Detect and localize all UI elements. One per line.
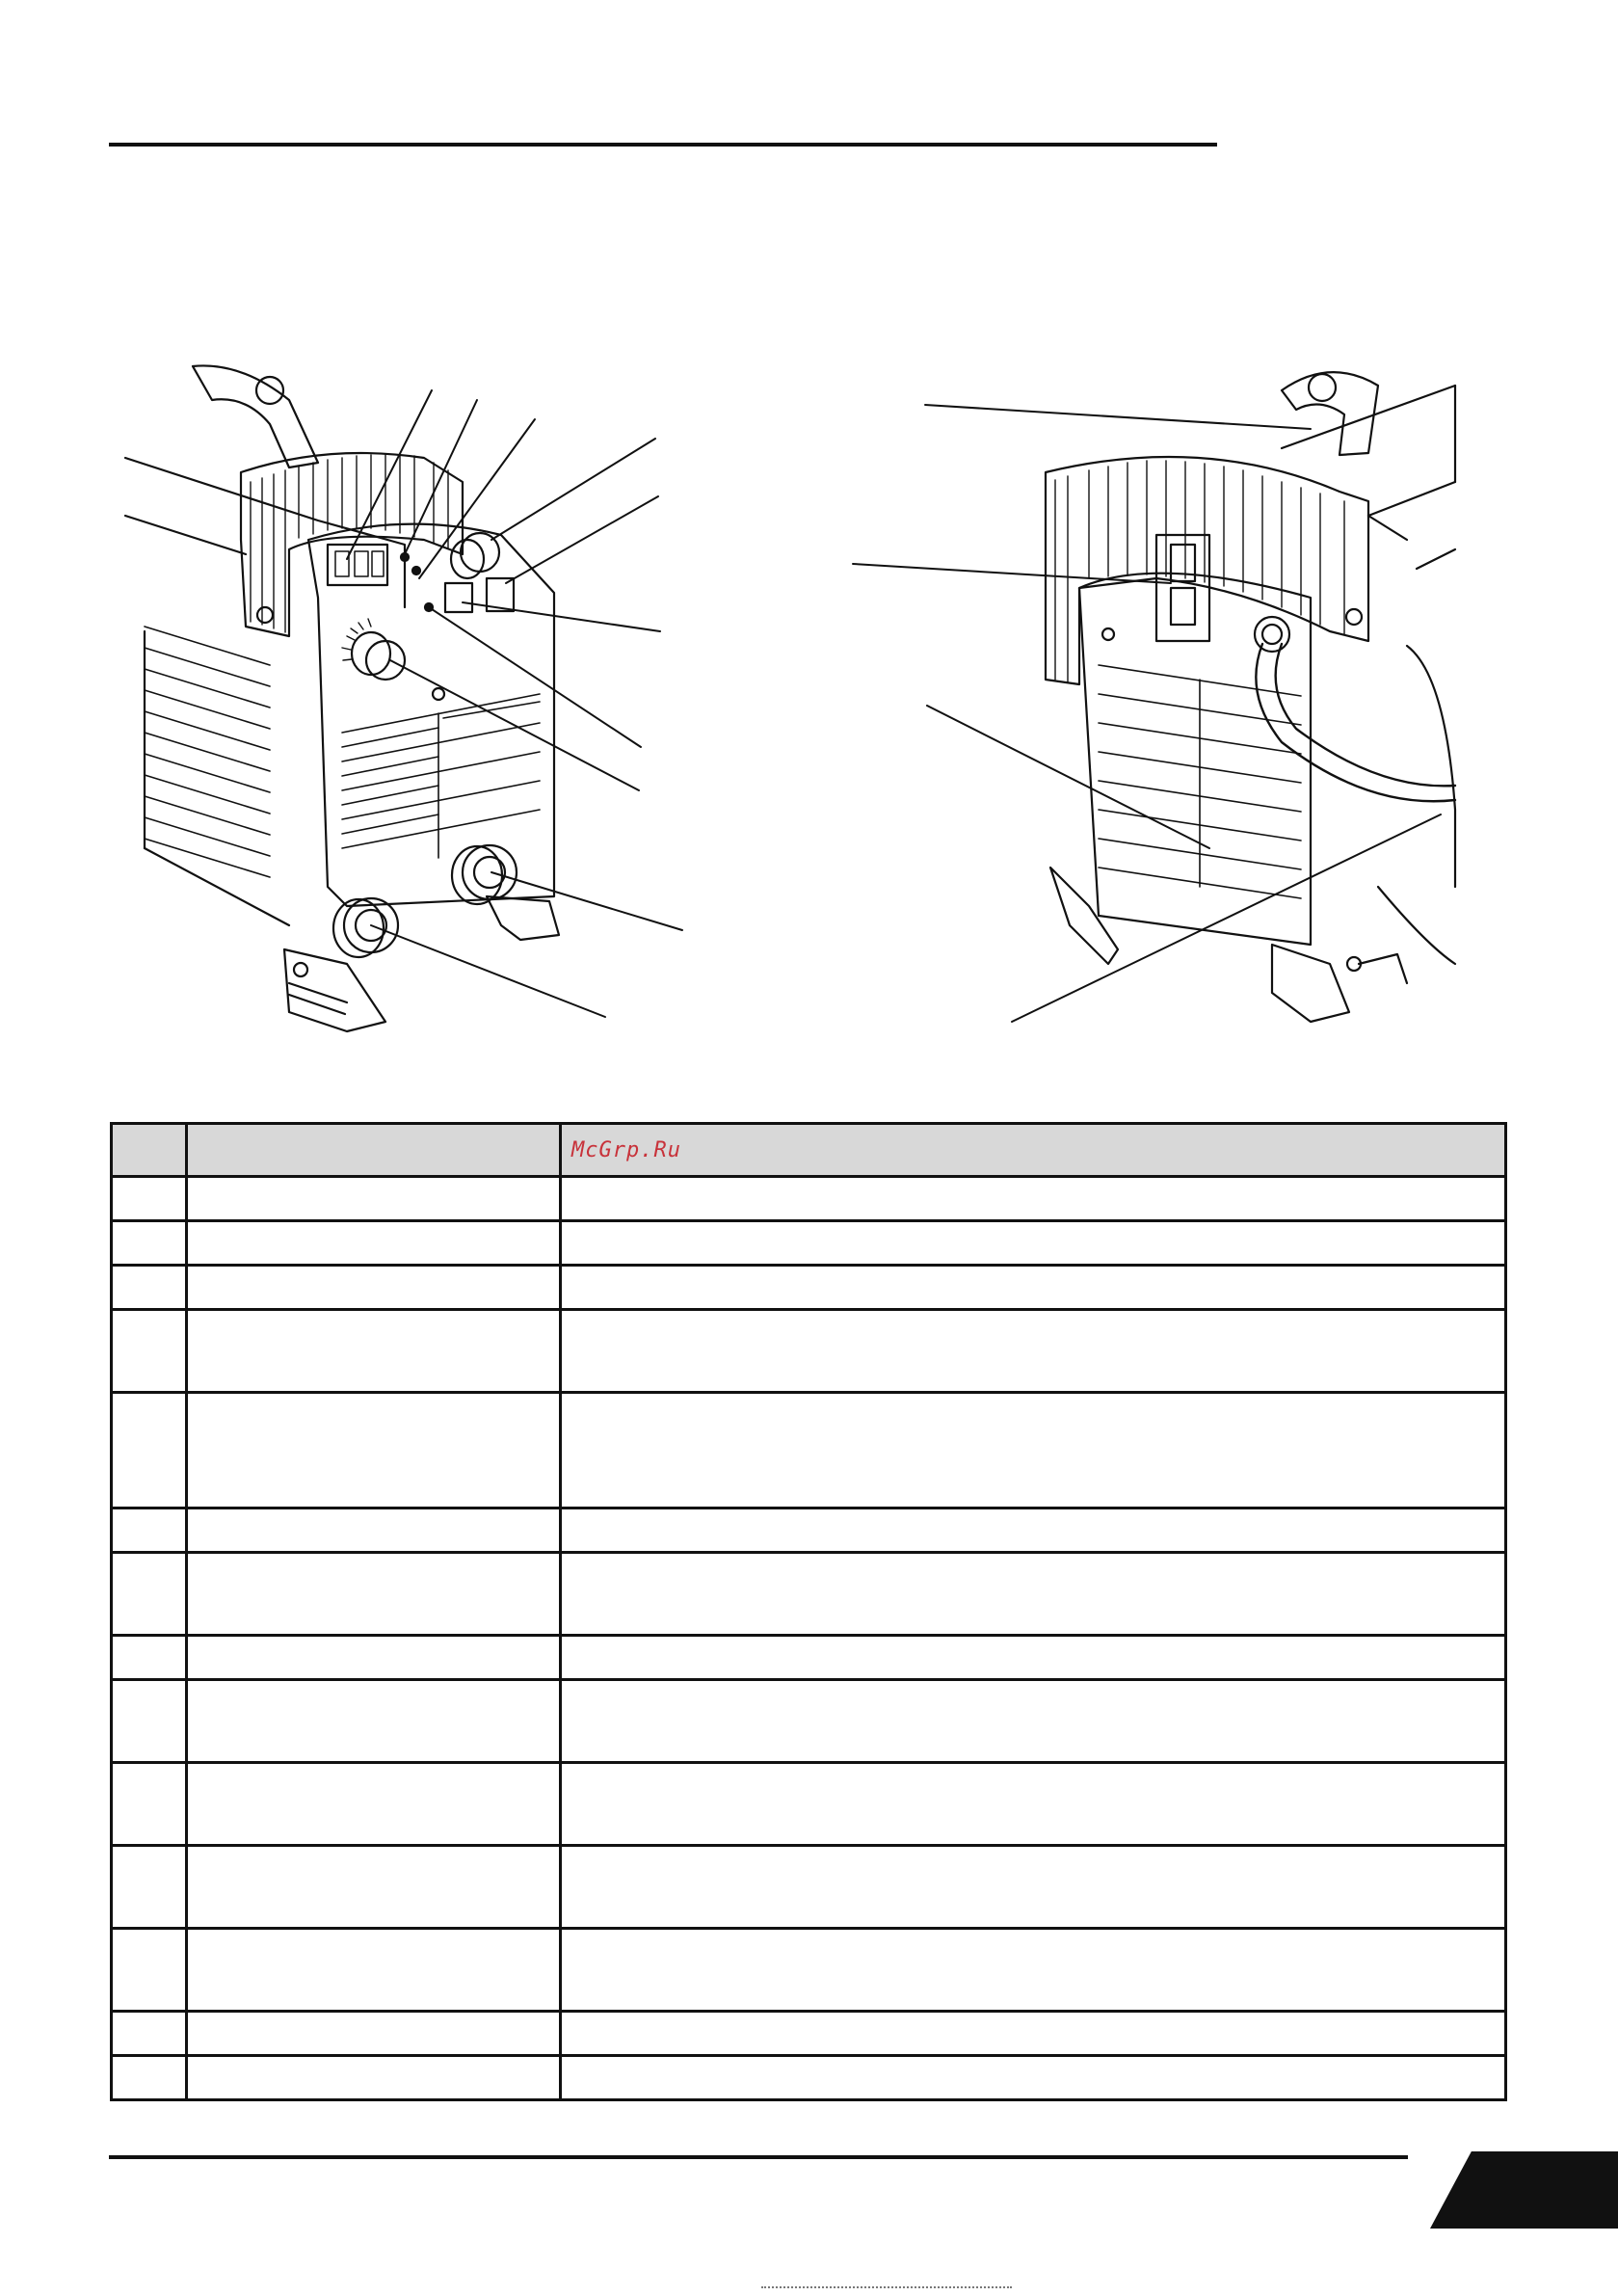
table-row — [112, 2012, 1506, 2056]
table-cell-description — [561, 1221, 1506, 1266]
table-row — [112, 1393, 1506, 1508]
table-cell-name — [187, 2012, 561, 2056]
table-row — [112, 1846, 1506, 1929]
table-cell-number — [112, 1221, 187, 1266]
table-cell-name — [187, 1763, 561, 1846]
table-row — [112, 1266, 1506, 1310]
footer-scrap — [761, 2286, 1012, 2292]
welder-front-view — [125, 365, 559, 1031]
table-cell-number — [112, 1508, 187, 1553]
table-cell-description — [561, 1929, 1506, 2012]
table-cell-number — [112, 1846, 187, 1929]
table-cell-description — [561, 2012, 1506, 2056]
table-row — [112, 1929, 1506, 2012]
table-cell-name — [187, 1393, 561, 1508]
table-cell-description — [561, 1393, 1506, 1508]
table-cell-description — [561, 1508, 1506, 1553]
table-cell-name — [187, 1310, 561, 1393]
table-cell-name — [187, 1680, 561, 1763]
table-row — [112, 1553, 1506, 1636]
table-cell-description — [561, 1310, 1506, 1393]
welder-rear-view — [1046, 372, 1455, 1022]
table-cell-name — [187, 2056, 561, 2100]
page-number-tab — [1430, 2151, 1618, 2229]
table-cell-number — [112, 1553, 187, 1636]
table-cell-description — [561, 1636, 1506, 1680]
table-row — [112, 1221, 1506, 1266]
table-cell-name — [187, 1553, 561, 1636]
parts-table-body — [112, 1177, 1506, 2100]
table-cell-number — [112, 2056, 187, 2100]
table-cell-description — [561, 1266, 1506, 1310]
header-cell-number — [112, 1124, 187, 1177]
table-cell-description — [561, 1846, 1506, 1929]
table-row — [112, 1636, 1506, 1680]
table-cell-number — [112, 1393, 187, 1508]
table-header-row — [112, 1124, 1506, 1177]
table-cell-description — [561, 2056, 1506, 2100]
table-cell-name — [187, 1266, 561, 1310]
table-row — [112, 1310, 1506, 1393]
table-row — [112, 1763, 1506, 1846]
table-cell-name — [187, 1636, 561, 1680]
table-cell-description — [561, 1763, 1506, 1846]
bottom-rule — [109, 2155, 1408, 2159]
parts-table — [110, 1122, 1507, 2101]
header-cell-name — [187, 1124, 561, 1177]
table-cell-number — [112, 1763, 187, 1846]
table-cell-number — [112, 1929, 187, 2012]
table-cell-name — [187, 1929, 561, 2012]
table-row — [112, 1680, 1506, 1763]
top-rule — [109, 143, 1217, 147]
table-cell-number — [112, 1177, 187, 1221]
table-cell-name — [187, 1221, 561, 1266]
table-cell-description — [561, 1553, 1506, 1636]
table-cell-name — [187, 1846, 561, 1929]
table-cell-number — [112, 1680, 187, 1763]
table-cell-description — [561, 1177, 1506, 1221]
table-cell-description — [561, 1680, 1506, 1763]
table-row — [112, 1177, 1506, 1221]
table-cell-number — [112, 1266, 187, 1310]
table-cell-number — [112, 1636, 187, 1680]
table-cell-number — [112, 2012, 187, 2056]
table-row — [112, 1508, 1506, 1553]
table-cell-name — [187, 1508, 561, 1553]
table-cell-number — [112, 1310, 187, 1393]
table-row — [112, 2056, 1506, 2100]
welder-illustration — [0, 347, 1618, 1060]
watermark-text: McGrp.Ru — [561, 1124, 1506, 1177]
table-cell-name — [187, 1177, 561, 1221]
